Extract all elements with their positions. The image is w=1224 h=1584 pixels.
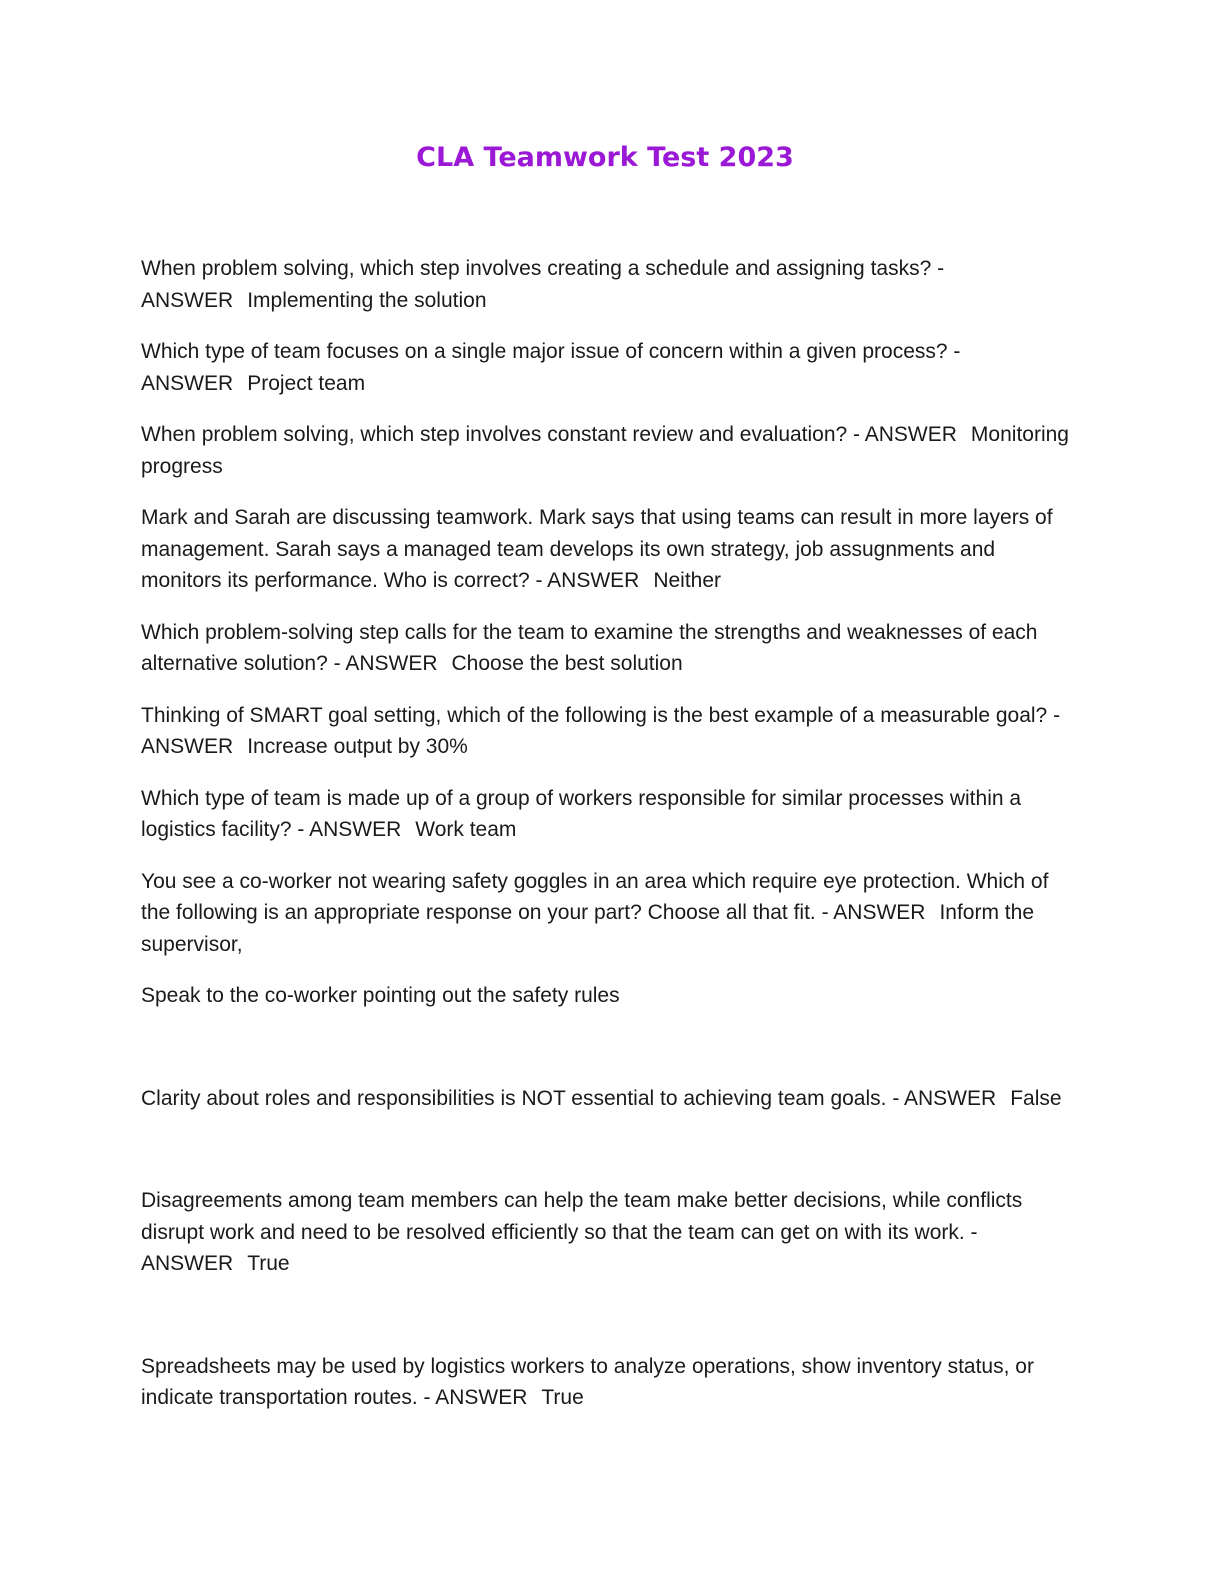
question-11: Spreadsheets may be used by logistics workers to analyze operations, show inventory status, or indicate transportation routes. - — [141, 1354, 1034, 1409]
question-6: Thinking of SMART goal setting, which of the following is the best example of a measurable goal? - — [141, 703, 1061, 727]
answer-1: Implementing the solution — [247, 288, 487, 312]
answer-label: ANSWER — [141, 371, 234, 395]
answer-label: ANSWER — [435, 1386, 528, 1409]
question-8: You see a co-worker not wearing safety goggles in an area which require eye protection. Which of the following is an appropriate response on your part? Choose all that fit. - — [141, 869, 1049, 924]
qa-item-1 — [141, 253, 1081, 316]
question-10: Disagreements among team members can help the team make better decisions, while conflicts disrupt work and need to be resolved efficiently so that the team can get on with its work. - — [141, 1189, 1023, 1244]
page-title: CLA Teamwork Test 2023 — [416, 142, 794, 173]
answer-label: ANSWER — [864, 423, 957, 446]
qa-item-3 — [141, 419, 1081, 482]
answer-label: ANSWER — [345, 652, 438, 675]
question-5: Which problem-solving step calls for the team to examine the strengths and weaknesses of each alternative solution? - — [141, 620, 1038, 675]
answer-2: Project team — [247, 371, 366, 395]
answer-label: ANSWER — [547, 569, 640, 592]
qa-item-7 — [141, 783, 1081, 846]
answer-label: ANSWER — [309, 818, 402, 841]
qa-item-2 — [141, 336, 1081, 399]
question-7: Which type of team is made up of a group of workers responsible for similar processes within a logistics facility? - — [141, 786, 1022, 841]
question-4: Mark and Sarah are discussing teamwork. Mark says that using teams can result in more layers of management. Sarah says a managed team develops its own strategy, job assugnments and monitors its performance. Who is correct? - — [141, 506, 1053, 592]
qa-list — [141, 253, 1081, 1414]
question-1: When problem solving, which step involves creating a schedule and assigning tasks? - — [141, 257, 945, 280]
question-9: Clarity about roles and responsibilities is NOT essential to achieving team goals. - — [141, 1086, 900, 1110]
answer-label: ANSWER — [141, 288, 234, 312]
answer-7: Work team — [415, 818, 517, 841]
answer-11: True — [541, 1386, 584, 1409]
qa-item-9 — [141, 1083, 1081, 1115]
qa-item-8 — [141, 866, 1081, 961]
qa-item-10 — [141, 1185, 1081, 1280]
answer-8-continued: Speak to the co-worker pointing out the safety rules — [141, 984, 620, 1007]
answer-8: Inform the supervisor, — [141, 901, 1034, 956]
qa-item-6 — [141, 700, 1081, 763]
answer-label: ANSWER — [141, 735, 234, 758]
question-2: Which type of team focuses on a single major issue of concern within a given process? - — [141, 340, 961, 363]
qa-item-4 — [141, 502, 1081, 597]
answer-label: ANSWER — [141, 1252, 234, 1275]
answer-3: Monitoring progress — [141, 423, 1069, 478]
qa-item-5 — [141, 617, 1081, 680]
answer-9: False — [1010, 1086, 1062, 1110]
answer-label: ANSWER — [833, 901, 926, 924]
answer-6: Increase output by 30% — [247, 735, 468, 758]
answer-5: Choose the best solution — [451, 652, 683, 675]
answer-4: Neither — [653, 569, 722, 592]
qa-item-11 — [141, 1351, 1081, 1414]
answer-label: ANSWER — [904, 1086, 997, 1110]
question-3: When problem solving, which step involves constant review and evaluation? - — [141, 423, 861, 446]
answer-10: True — [247, 1252, 290, 1275]
